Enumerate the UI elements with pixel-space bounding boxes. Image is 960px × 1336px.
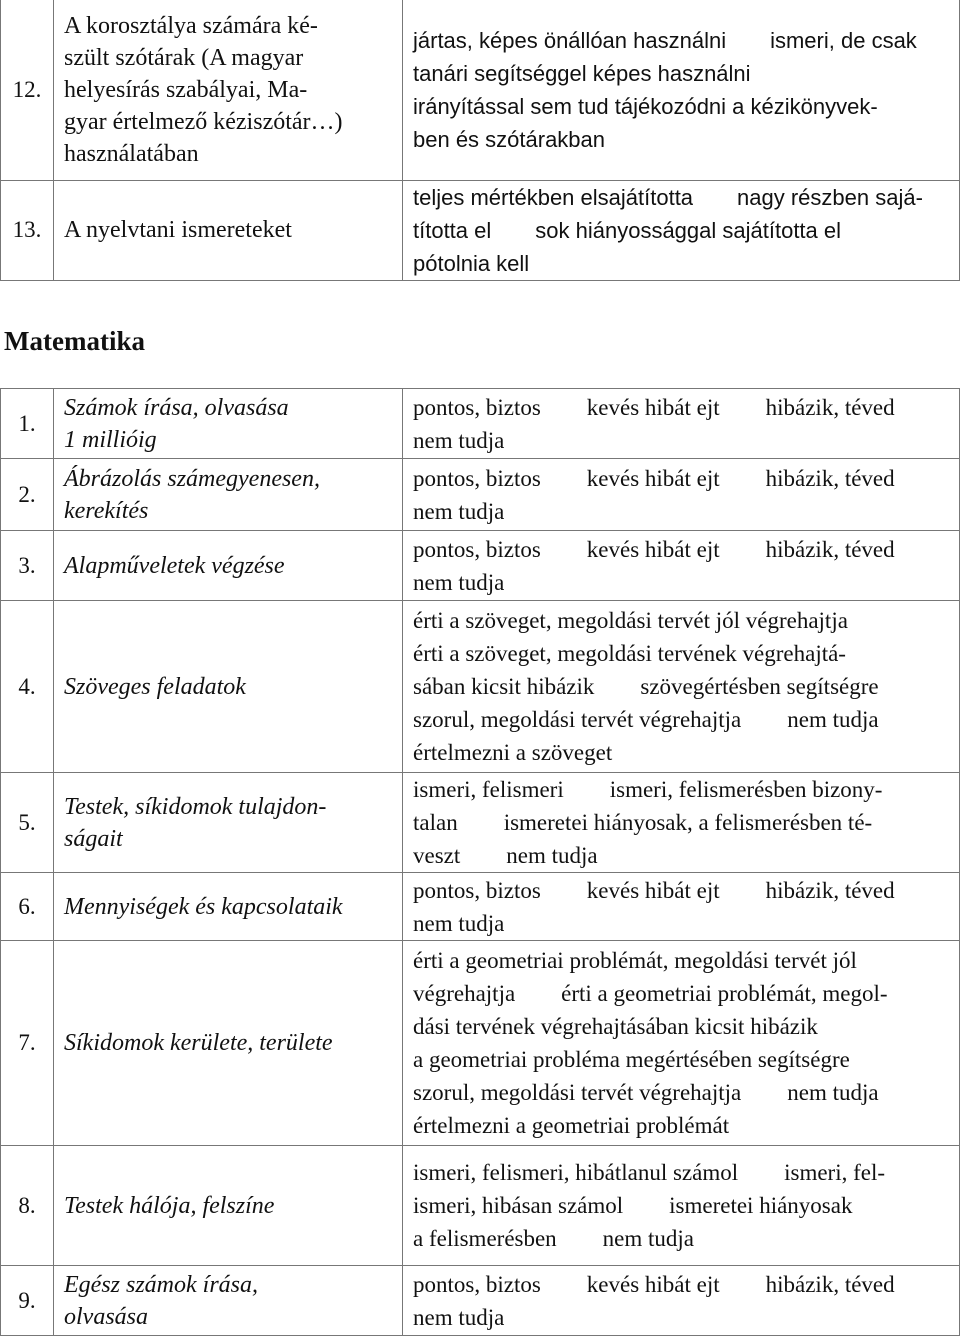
row-topic xyxy=(54,459,403,531)
table-row xyxy=(1,601,960,773)
description-line: talan ismeretei hiányosak, a felismerésben té- xyxy=(413,810,873,835)
topic-line: A korosztálya számára ké- xyxy=(64,12,318,39)
topic-line: A nyelvtani ismereteket xyxy=(64,217,292,243)
description-line: ismeri, felismeri, hibátlanul számol ismeri, fel- xyxy=(413,1160,886,1185)
topic-line: Alapműveletek végzése xyxy=(64,552,285,579)
topic-line: kerekítés xyxy=(64,497,149,524)
row-description xyxy=(403,389,960,459)
description-line: ismeri, hibásan számol ismeretei hiányosak xyxy=(413,1193,853,1218)
row-topic xyxy=(54,389,403,459)
description-line: nem tudja xyxy=(413,910,505,936)
topic-line: ságait xyxy=(64,825,123,852)
topic-line: használatában xyxy=(64,140,199,167)
row-description xyxy=(403,531,960,601)
table-row xyxy=(1,531,960,601)
description-line: értelmezni a szöveget xyxy=(413,740,613,765)
description-line: tanári segítséggel képes használni xyxy=(413,60,751,86)
row-topic xyxy=(54,531,403,601)
row-number: 2. xyxy=(1,459,54,531)
table-row xyxy=(1,180,960,280)
row-description xyxy=(403,180,960,280)
description-line: sában kicsit hibázik szövegértésben segítségre xyxy=(413,674,879,699)
topic-line: Ábrázolás számegyenesen, xyxy=(64,465,320,492)
language-table xyxy=(0,0,960,281)
topic-line: Testek, síkidomok tulajdon- xyxy=(64,793,327,820)
row-topic xyxy=(54,873,403,941)
topic-line: Mennyiségek és kapcsolataik xyxy=(64,893,343,920)
topic-line: olvasása xyxy=(64,1303,148,1330)
table-row xyxy=(1,459,960,531)
row-number: 12. xyxy=(1,0,54,180)
topic-line: helyesírás szabályai, Ma- xyxy=(64,76,308,103)
topic-line: 1 millióig xyxy=(64,426,157,453)
row-topic xyxy=(54,180,403,280)
description-line: teljes mértékben elsajátította nagy részben sajá- xyxy=(413,184,923,210)
description-line: nem tudja xyxy=(413,498,505,524)
topic-line: gyar értelmező kéziszótár…) xyxy=(64,108,343,135)
table-row xyxy=(1,389,960,459)
description-line: értelmezni a geometriai problémát xyxy=(413,1113,730,1138)
row-number: 8. xyxy=(1,1146,54,1266)
math-table xyxy=(0,388,960,1336)
description-line: pontos, biztos kevés hibát ejt hibázik, téved xyxy=(413,1271,895,1297)
description-line: érti a szöveget, megoldási tervének végrehajtá- xyxy=(413,641,846,666)
description-line: pontos, biztos kevés hibát ejt hibázik, téved xyxy=(413,465,895,491)
topic-line: Testek hálója, felszíne xyxy=(64,1192,275,1219)
table-row xyxy=(1,773,960,873)
description-line: pótolnia kell xyxy=(413,250,530,276)
description-line: ismeri, felismeri ismeri, felismerésben bizony- xyxy=(413,777,883,802)
description-line: szorul, megoldási tervét végrehajtja nem tudja xyxy=(413,1080,879,1105)
row-description xyxy=(403,941,960,1146)
table-row xyxy=(1,941,960,1146)
row-description xyxy=(403,1266,960,1336)
row-description xyxy=(403,459,960,531)
topic-line: szült szótárak (A magyar xyxy=(64,44,304,71)
description-line: pontos, biztos kevés hibát ejt hibázik, téved xyxy=(413,877,895,903)
description-line: a felismerésben nem tudja xyxy=(413,1226,695,1251)
row-number: 1. xyxy=(1,389,54,459)
description-line: nem tudja xyxy=(413,427,505,453)
description-line: ben és szótárakban xyxy=(413,126,606,152)
row-description xyxy=(403,0,960,180)
row-number: 5. xyxy=(1,773,54,873)
description-line: nem tudja xyxy=(413,1304,505,1330)
topic-line: Egész számok írása, xyxy=(64,1271,259,1298)
topic-line: Síkidomok kerülete, területe xyxy=(64,1030,333,1056)
description-line: dási tervének végrehajtásában kicsit hibázik xyxy=(413,1014,818,1039)
description-line: végrehajtja érti a geometriai problémát, megol- xyxy=(413,981,888,1006)
row-number: 9. xyxy=(1,1266,54,1336)
row-topic xyxy=(54,1266,403,1336)
topic-line: Szöveges feladatok xyxy=(64,673,246,700)
row-description xyxy=(403,773,960,873)
description-line: érti a geometriai problémát, megoldási tervét jól xyxy=(413,948,857,973)
table-row xyxy=(1,873,960,941)
topic-line: Számok írása, olvasása xyxy=(64,394,289,421)
row-topic xyxy=(54,941,403,1146)
description-line: nem tudja xyxy=(413,569,505,595)
row-description xyxy=(403,601,960,773)
row-number: 6. xyxy=(1,873,54,941)
row-topic xyxy=(54,773,403,873)
table-row xyxy=(1,0,960,180)
row-number: 7. xyxy=(1,941,54,1146)
description-line: pontos, biztos kevés hibát ejt hibázik, téved xyxy=(413,394,895,420)
description-line: pontos, biztos kevés hibát ejt hibázik, téved xyxy=(413,536,895,562)
description-line: szorul, megoldási tervét végrehajtja nem tudja xyxy=(413,707,879,732)
description-line: jártas, képes önállóan használni ismeri, de csak xyxy=(413,27,917,53)
description-line: érti a szöveget, megoldási tervét jól végrehajtja xyxy=(413,608,848,633)
description-line: a geometriai probléma megértésében segítségre xyxy=(413,1047,850,1072)
description-line: irányítással sem tud tájékozódni a kézikönyvek- xyxy=(413,93,878,119)
table-row xyxy=(1,1266,960,1336)
row-number: 4. xyxy=(1,601,54,773)
description-line: veszt nem tudja xyxy=(413,843,598,868)
row-topic xyxy=(54,0,403,180)
row-number: 13. xyxy=(1,180,54,280)
table-row xyxy=(1,1146,960,1266)
row-description xyxy=(403,873,960,941)
row-topic xyxy=(54,1146,403,1266)
row-topic xyxy=(54,601,403,773)
section-title: Matematika xyxy=(4,326,145,356)
row-number: 3. xyxy=(1,531,54,601)
description-line: tította el sok hiányossággal sajátította el xyxy=(413,217,842,243)
row-description xyxy=(403,1146,960,1266)
